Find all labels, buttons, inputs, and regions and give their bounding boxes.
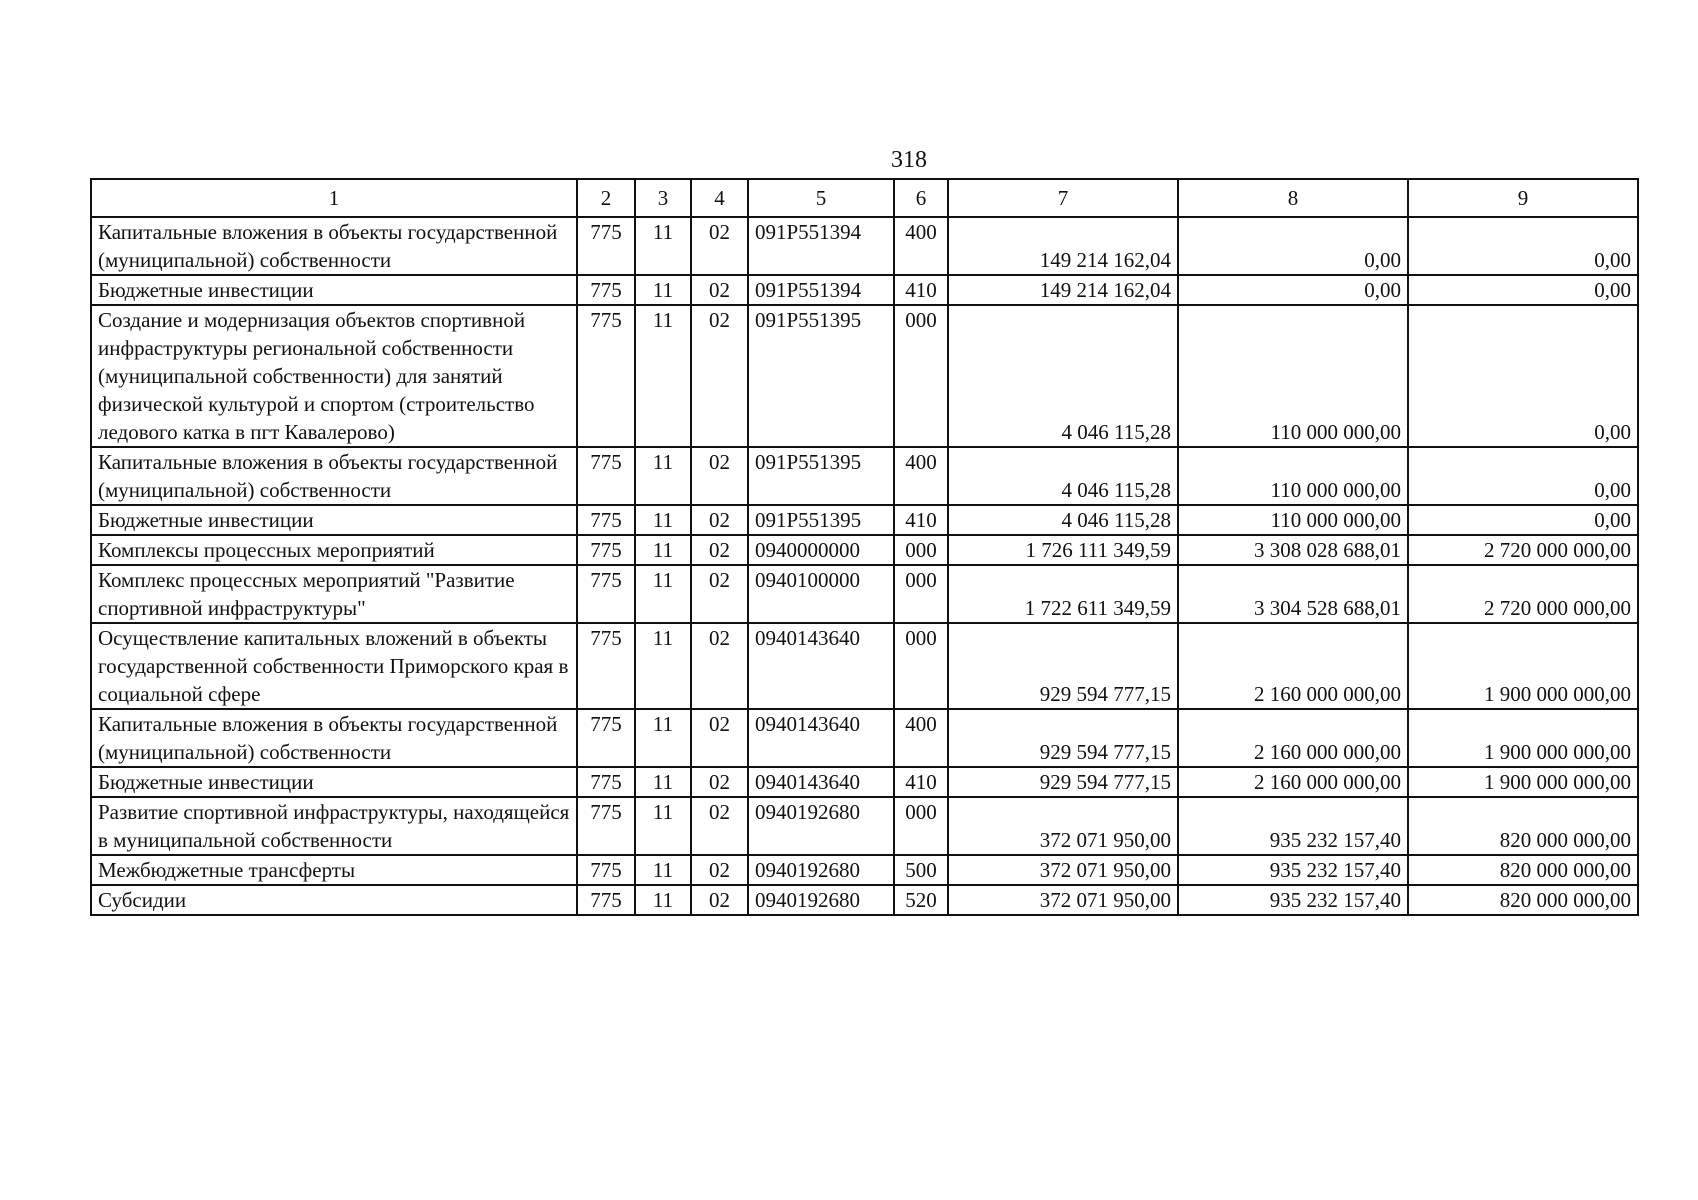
cell-expense-type: 000 (894, 305, 948, 447)
cell-name: Бюджетные инвестиции (91, 505, 577, 535)
cell-amount-year2: 2 160 000 000,00 (1178, 623, 1408, 709)
cell-amount-year3: 1 900 000 000,00 (1408, 709, 1638, 767)
cell-amount-year1: 1 722 611 349,59 (948, 565, 1178, 623)
cell-amount-year1: 372 071 950,00 (948, 885, 1178, 915)
cell-ministry: 775 (577, 305, 635, 447)
table-row (91, 709, 1638, 767)
cell-expense-type: 000 (894, 565, 948, 623)
column-header-3: 3 (635, 179, 691, 217)
cell-name: Капитальные вложения в объекты государственной (муниципальной) собственности (91, 709, 577, 767)
cell-name: Субсидии (91, 885, 577, 915)
cell-subsection: 02 (691, 767, 748, 797)
budget-table (90, 178, 1639, 916)
cell-amount-year2: 0,00 (1178, 275, 1408, 305)
table-row (91, 305, 1638, 447)
cell-subsection: 02 (691, 535, 748, 565)
cell-name: Создание и модернизация объектов спортивной инфраструктуры региональной собственности (муниципальной собственности) для занятий физической культурой и спортом (строительство ледового катка в пгт Кавалерово) (91, 305, 577, 447)
table-row (91, 535, 1638, 565)
cell-ministry: 775 (577, 447, 635, 505)
table-row (91, 855, 1638, 885)
cell-amount-year1: 4 046 115,28 (948, 305, 1178, 447)
column-header-9: 9 (1408, 179, 1638, 217)
column-header-7: 7 (948, 179, 1178, 217)
cell-ministry: 775 (577, 709, 635, 767)
cell-subsection: 02 (691, 709, 748, 767)
table-row (91, 447, 1638, 505)
cell-ministry: 775 (577, 623, 635, 709)
page-number: 318 (891, 147, 927, 173)
cell-ministry: 775 (577, 505, 635, 535)
cell-amount-year3: 1 900 000 000,00 (1408, 623, 1638, 709)
cell-name: Капитальные вложения в объекты государственной (муниципальной) собственности (91, 217, 577, 275)
column-header-6: 6 (894, 179, 948, 217)
cell-target-article: 0940143640 (748, 623, 894, 709)
cell-subsection: 02 (691, 217, 748, 275)
cell-amount-year2: 3 304 528 688,01 (1178, 565, 1408, 623)
cell-subsection: 02 (691, 305, 748, 447)
cell-amount-year2: 110 000 000,00 (1178, 447, 1408, 505)
cell-amount-year1: 929 594 777,15 (948, 767, 1178, 797)
cell-amount-year3: 2 720 000 000,00 (1408, 565, 1638, 623)
cell-target-article: 091P551394 (748, 275, 894, 305)
cell-amount-year3: 820 000 000,00 (1408, 797, 1638, 855)
cell-ministry: 775 (577, 535, 635, 565)
cell-amount-year3: 1 900 000 000,00 (1408, 767, 1638, 797)
cell-expense-type: 000 (894, 623, 948, 709)
cell-amount-year2: 2 160 000 000,00 (1178, 709, 1408, 767)
column-header-1: 1 (91, 179, 577, 217)
table-row (91, 217, 1638, 275)
cell-section: 11 (635, 535, 691, 565)
cell-amount-year1: 372 071 950,00 (948, 797, 1178, 855)
cell-amount-year3: 0,00 (1408, 305, 1638, 447)
cell-target-article: 091P551395 (748, 447, 894, 505)
cell-name: Межбюджетные трансферты (91, 855, 577, 885)
cell-section: 11 (635, 447, 691, 505)
cell-target-article: 0940143640 (748, 767, 894, 797)
table-row (91, 623, 1638, 709)
cell-amount-year1: 372 071 950,00 (948, 855, 1178, 885)
cell-section: 11 (635, 885, 691, 915)
cell-name: Капитальные вложения в объекты государственной (муниципальной) собственности (91, 447, 577, 505)
cell-target-article: 091P551395 (748, 505, 894, 535)
cell-section: 11 (635, 623, 691, 709)
cell-ministry: 775 (577, 565, 635, 623)
table-row (91, 505, 1638, 535)
cell-amount-year2: 0,00 (1178, 217, 1408, 275)
cell-amount-year1: 149 214 162,04 (948, 275, 1178, 305)
cell-name: Осуществление капитальных вложений в объекты государственной собственности Приморского края в социальной сфере (91, 623, 577, 709)
cell-ministry: 775 (577, 767, 635, 797)
cell-subsection: 02 (691, 855, 748, 885)
cell-amount-year2: 3 308 028 688,01 (1178, 535, 1408, 565)
cell-section: 11 (635, 217, 691, 275)
cell-target-article: 0940192680 (748, 797, 894, 855)
cell-ministry: 775 (577, 275, 635, 305)
cell-ministry: 775 (577, 217, 635, 275)
cell-ministry: 775 (577, 797, 635, 855)
table-row (91, 767, 1638, 797)
cell-target-article: 0940100000 (748, 565, 894, 623)
column-header-2: 2 (577, 179, 635, 217)
table-row (91, 565, 1638, 623)
cell-amount-year3: 0,00 (1408, 505, 1638, 535)
cell-section: 11 (635, 855, 691, 885)
cell-target-article: 091P551395 (748, 305, 894, 447)
cell-subsection: 02 (691, 275, 748, 305)
cell-amount-year2: 935 232 157,40 (1178, 797, 1408, 855)
header-row (91, 179, 1638, 217)
cell-amount-year3: 0,00 (1408, 217, 1638, 275)
cell-amount-year2: 935 232 157,40 (1178, 885, 1408, 915)
cell-target-article: 0940192680 (748, 855, 894, 885)
cell-amount-year2: 935 232 157,40 (1178, 855, 1408, 885)
cell-subsection: 02 (691, 505, 748, 535)
cell-amount-year3: 820 000 000,00 (1408, 885, 1638, 915)
cell-section: 11 (635, 565, 691, 623)
cell-expense-type: 400 (894, 709, 948, 767)
cell-subsection: 02 (691, 447, 748, 505)
cell-subsection: 02 (691, 565, 748, 623)
cell-name: Развитие спортивной инфраструктуры, находящейся в муниципальной собственности (91, 797, 577, 855)
cell-subsection: 02 (691, 623, 748, 709)
cell-amount-year3: 0,00 (1408, 447, 1638, 505)
cell-name: Комплексы процессных мероприятий (91, 535, 577, 565)
cell-amount-year3: 0,00 (1408, 275, 1638, 305)
cell-name: Бюджетные инвестиции (91, 275, 577, 305)
cell-target-article: 0940000000 (748, 535, 894, 565)
cell-expense-type: 400 (894, 217, 948, 275)
table-body (91, 217, 1638, 915)
cell-subsection: 02 (691, 797, 748, 855)
cell-section: 11 (635, 275, 691, 305)
cell-expense-type: 000 (894, 797, 948, 855)
cell-expense-type: 500 (894, 855, 948, 885)
cell-section: 11 (635, 797, 691, 855)
cell-expense-type: 410 (894, 275, 948, 305)
cell-expense-type: 410 (894, 767, 948, 797)
cell-amount-year1: 929 594 777,15 (948, 623, 1178, 709)
cell-amount-year1: 4 046 115,28 (948, 505, 1178, 535)
cell-target-article: 091P551394 (748, 217, 894, 275)
column-header-8: 8 (1178, 179, 1408, 217)
cell-section: 11 (635, 767, 691, 797)
cell-name: Бюджетные инвестиции (91, 767, 577, 797)
cell-amount-year1: 4 046 115,28 (948, 447, 1178, 505)
cell-amount-year1: 149 214 162,04 (948, 217, 1178, 275)
column-header-5: 5 (748, 179, 894, 217)
cell-amount-year1: 929 594 777,15 (948, 709, 1178, 767)
cell-target-article: 0940143640 (748, 709, 894, 767)
cell-section: 11 (635, 305, 691, 447)
cell-ministry: 775 (577, 885, 635, 915)
cell-amount-year2: 2 160 000 000,00 (1178, 767, 1408, 797)
cell-amount-year3: 2 720 000 000,00 (1408, 535, 1638, 565)
cell-amount-year3: 820 000 000,00 (1408, 855, 1638, 885)
cell-expense-type: 410 (894, 505, 948, 535)
cell-name: Комплекс процессных мероприятий "Развитие спортивной инфраструктуры" (91, 565, 577, 623)
cell-amount-year2: 110 000 000,00 (1178, 305, 1408, 447)
cell-expense-type: 400 (894, 447, 948, 505)
cell-section: 11 (635, 709, 691, 767)
column-header-4: 4 (691, 179, 748, 217)
cell-ministry: 775 (577, 855, 635, 885)
cell-expense-type: 520 (894, 885, 948, 915)
cell-expense-type: 000 (894, 535, 948, 565)
cell-amount-year1: 1 726 111 349,59 (948, 535, 1178, 565)
table-row (91, 797, 1638, 855)
table-row (91, 885, 1638, 915)
cell-target-article: 0940192680 (748, 885, 894, 915)
table-row (91, 275, 1638, 305)
cell-subsection: 02 (691, 885, 748, 915)
cell-section: 11 (635, 505, 691, 535)
cell-amount-year2: 110 000 000,00 (1178, 505, 1408, 535)
